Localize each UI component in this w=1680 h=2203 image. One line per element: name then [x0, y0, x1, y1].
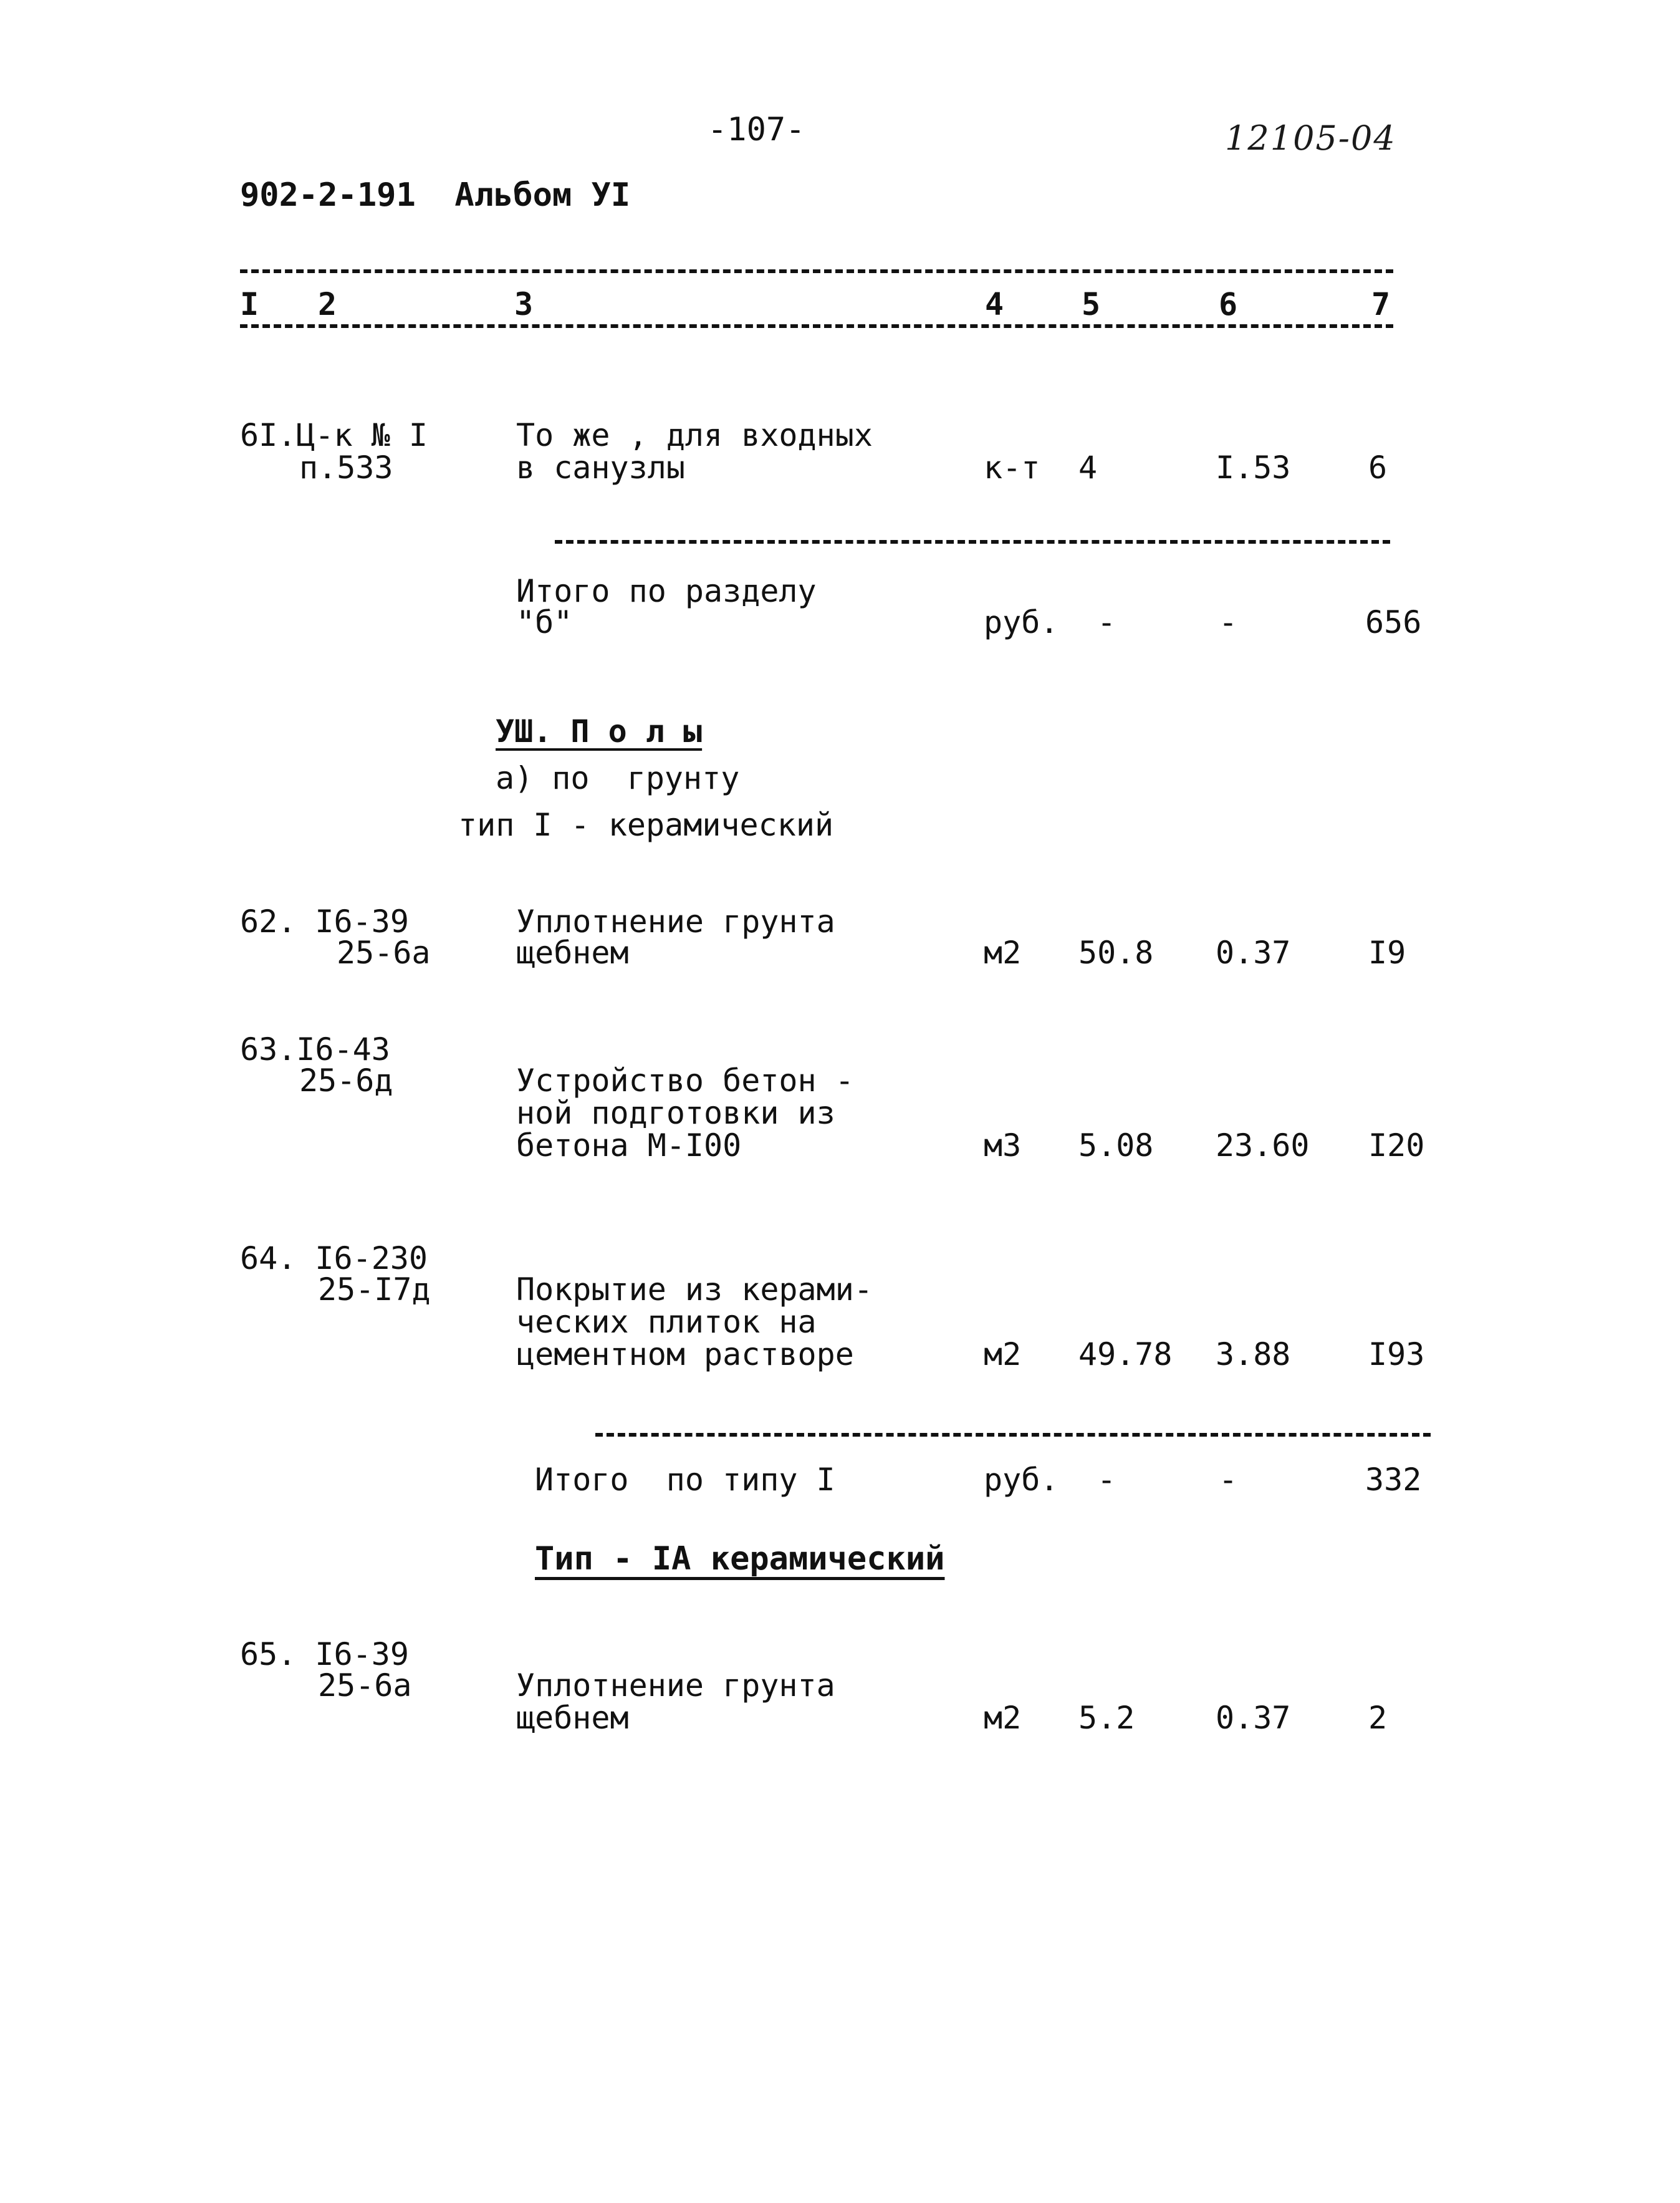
row-64-total: I93 — [1368, 1336, 1425, 1372]
row-63-desc-1: Устройство бетон - — [516, 1063, 854, 1099]
row-62-desc-1: Уплотнение грунта — [516, 904, 835, 940]
row-65-desc-1: Уплотнение грунта — [516, 1667, 835, 1704]
row-62-unit: м2 — [984, 935, 1022, 971]
row-62-desc-2: щебнем — [516, 935, 629, 971]
col-header-7: 7 — [1371, 286, 1391, 322]
col-header-4: 4 — [985, 286, 1004, 322]
subtotal1-label-1: Итого по разделу — [516, 573, 817, 609]
row-61-code-sub: п.533 — [299, 450, 393, 486]
row-64-desc-2: ческих плиток на — [516, 1304, 817, 1340]
header-bottom-rule — [240, 324, 1393, 328]
section-type: тип I - керамический — [458, 807, 834, 843]
row-65-code-sub: 25-6а — [318, 1667, 412, 1704]
doc-title: 902-2-191 Альбом УI — [240, 176, 631, 214]
subtotal2-qty: - — [1097, 1462, 1116, 1498]
row-64-desc-1: Покрытие из керами- — [516, 1271, 873, 1308]
row-64-desc-3: цементном растворе — [516, 1336, 854, 1372]
row-64-price: 3.88 — [1216, 1336, 1291, 1372]
row-62-total: I9 — [1368, 935, 1406, 971]
row-61-qty: 4 — [1078, 450, 1098, 486]
row-61-desc-2: в санузлы — [516, 450, 685, 486]
subtotal2-label: Итого по типу I — [535, 1462, 835, 1498]
row-65-unit: м2 — [984, 1700, 1022, 1736]
col-header-6: 6 — [1219, 286, 1238, 322]
section-title: УШ. П о л ы — [496, 713, 703, 750]
subtotal1-unit: руб. — [984, 604, 1059, 640]
subtotal1-rule — [555, 540, 1390, 544]
row-65-qty: 5.2 — [1078, 1700, 1135, 1736]
handwritten-stamp: 12105-04 — [1225, 118, 1396, 158]
row-61-total: 6 — [1368, 450, 1388, 486]
row-63-qty: 5.08 — [1078, 1127, 1154, 1164]
type-1a-header: Тип - IА керамический — [535, 1540, 945, 1578]
col-header-3: 3 — [514, 286, 534, 322]
col-header-5: 5 — [1082, 286, 1101, 322]
row-63-code: 63.I6-43 — [240, 1031, 390, 1068]
section-subtitle: а) по грунту — [496, 760, 740, 796]
col-header-1: I — [240, 286, 259, 322]
col-header-2: 2 — [318, 286, 337, 322]
row-64-unit: м2 — [984, 1336, 1022, 1372]
subtotal2-unit: руб. — [984, 1462, 1059, 1498]
row-61-price: I.53 — [1216, 450, 1291, 486]
subtotal1-label-2: "б" — [516, 604, 573, 640]
row-65-code: 65. I6-39 — [240, 1636, 409, 1672]
row-65-price: 0.37 — [1216, 1700, 1291, 1736]
subtotal2-rule — [595, 1433, 1431, 1437]
subtotal2-total: 332 — [1365, 1462, 1422, 1498]
row-63-total: I20 — [1368, 1127, 1425, 1164]
row-64-code-sub: 25-I7д — [318, 1271, 431, 1308]
page-number: -107- — [708, 111, 805, 148]
row-61-desc-1: То же , для входных — [516, 417, 873, 453]
subtotal2-price: - — [1219, 1462, 1238, 1498]
subtotal1-qty: - — [1097, 604, 1116, 640]
subtotal1-total: 656 — [1365, 604, 1422, 640]
row-64-qty: 49.78 — [1078, 1336, 1173, 1372]
row-63-desc-3: бетона М-I00 — [516, 1127, 742, 1164]
row-63-unit: м3 — [984, 1127, 1022, 1164]
row-63-desc-2: ной подготовки из — [516, 1095, 835, 1131]
row-61-code: 6I.Ц-к № I — [240, 417, 428, 453]
subtotal1-price: - — [1219, 604, 1238, 640]
row-65-desc-2: щебнем — [516, 1700, 629, 1736]
row-62-qty: 50.8 — [1078, 935, 1154, 971]
row-63-code-sub: 25-6д — [299, 1063, 393, 1099]
row-62-price: 0.37 — [1216, 935, 1291, 971]
row-63-price: 23.60 — [1216, 1127, 1310, 1164]
row-62-code-sub: 25-6а — [337, 935, 431, 971]
row-61-unit: к-т — [984, 450, 1040, 486]
header-top-rule — [240, 269, 1393, 273]
row-62-code: 62. I6-39 — [240, 904, 409, 940]
row-64-code: 64. I6-230 — [240, 1240, 428, 1276]
row-65-total: 2 — [1368, 1700, 1388, 1736]
